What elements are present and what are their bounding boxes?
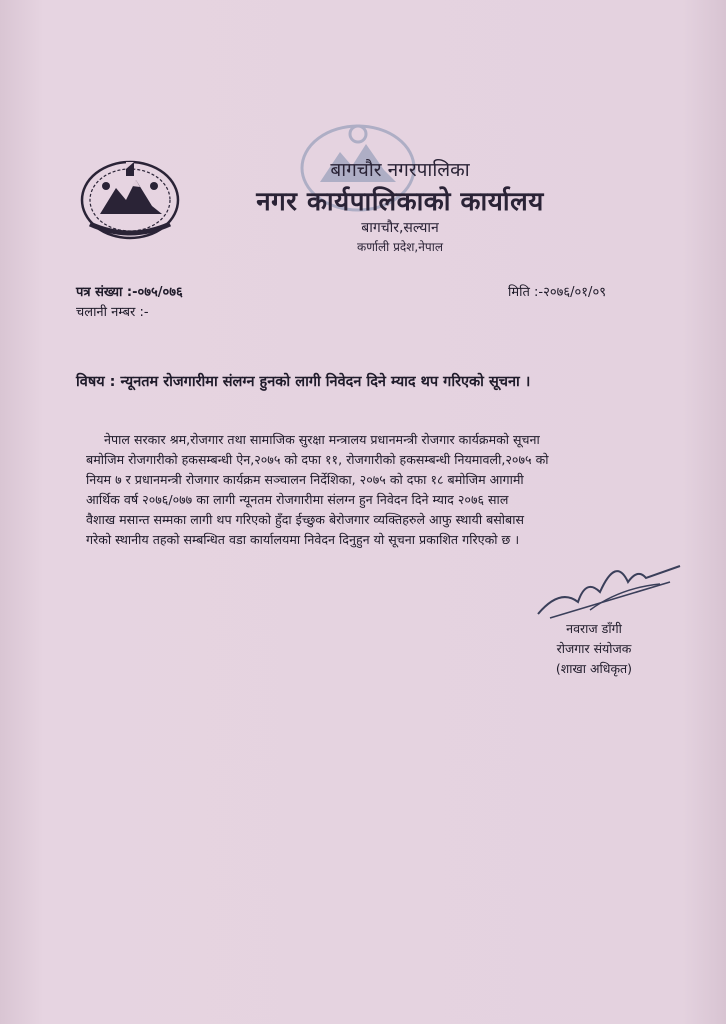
body-line: गरेको स्थानीय तहको सम्बन्धित वडा कार्यालयमा निवेदन दिनुहुन यो सूचना प्रकाशित गरिएको छ ।	[86, 532, 520, 547]
office-name: नगर कार्यपालिकाको कार्यालय	[256, 187, 544, 217]
body-line: नेपाल सरकार श्रम,रोजगार तथा सामाजिक सुरक्षा मन्त्रालय प्रधानमन्त्री रोजगार कार्यक्रमको सूचना	[104, 432, 540, 447]
signatory-title: रोजगार संयोजक	[556, 641, 632, 656]
nepal-emblem-icon	[76, 156, 184, 242]
date: मिति :-२०७६/०१/०९	[508, 285, 606, 300]
subject-line: विषय : न्यूनतम रोजगारीमा संलग्न हुनको लागी निवेदन दिने म्याद थप गरिएको सूचना ।	[76, 374, 531, 390]
province-name: कर्णाली प्रदेश,नेपाल	[357, 240, 443, 254]
signatory-name: नवराज डाँगी	[566, 621, 622, 636]
body-line: बमोजिम रोजगारीको हकसम्बन्धी ऐन,२०७५ को दफा ११, रोजगारीको हकसम्बन्धी नियमावली,२०७५ को	[86, 452, 549, 467]
notice-body	[86, 430, 666, 550]
handwritten-signature	[530, 548, 690, 628]
body-line: नियम ७ र प्रधानमन्त्री रोजगार कार्यक्रम सञ्चालन निर्देशिका, २०७५ को दफा १८ बमोजिम आगामी	[86, 472, 524, 487]
municipality-name: बागचौर नगरपालिका	[330, 159, 470, 181]
office-address: बागचौर,सल्यान	[361, 220, 439, 236]
body-line: वैशाख मसान्त सम्मका लागी थप गरिएको हुँदा ईच्छुक बेरोजगार व्यक्तिहरुले आफु स्थायी बसोबास	[86, 512, 525, 527]
letter-number: पत्र संख्या :-०७५/०७६	[76, 285, 183, 300]
signatory-designation: (शाखा अधिकृत)	[555, 661, 633, 676]
body-line: आर्थिक वर्ष २०७६/०७७ का लागी न्यूनतम रोजगारीमा संलग्न हुन निवेदन दिने म्याद २०७६ साल	[86, 492, 509, 507]
dispatch-number: चलानी नम्बर :-	[76, 305, 149, 320]
